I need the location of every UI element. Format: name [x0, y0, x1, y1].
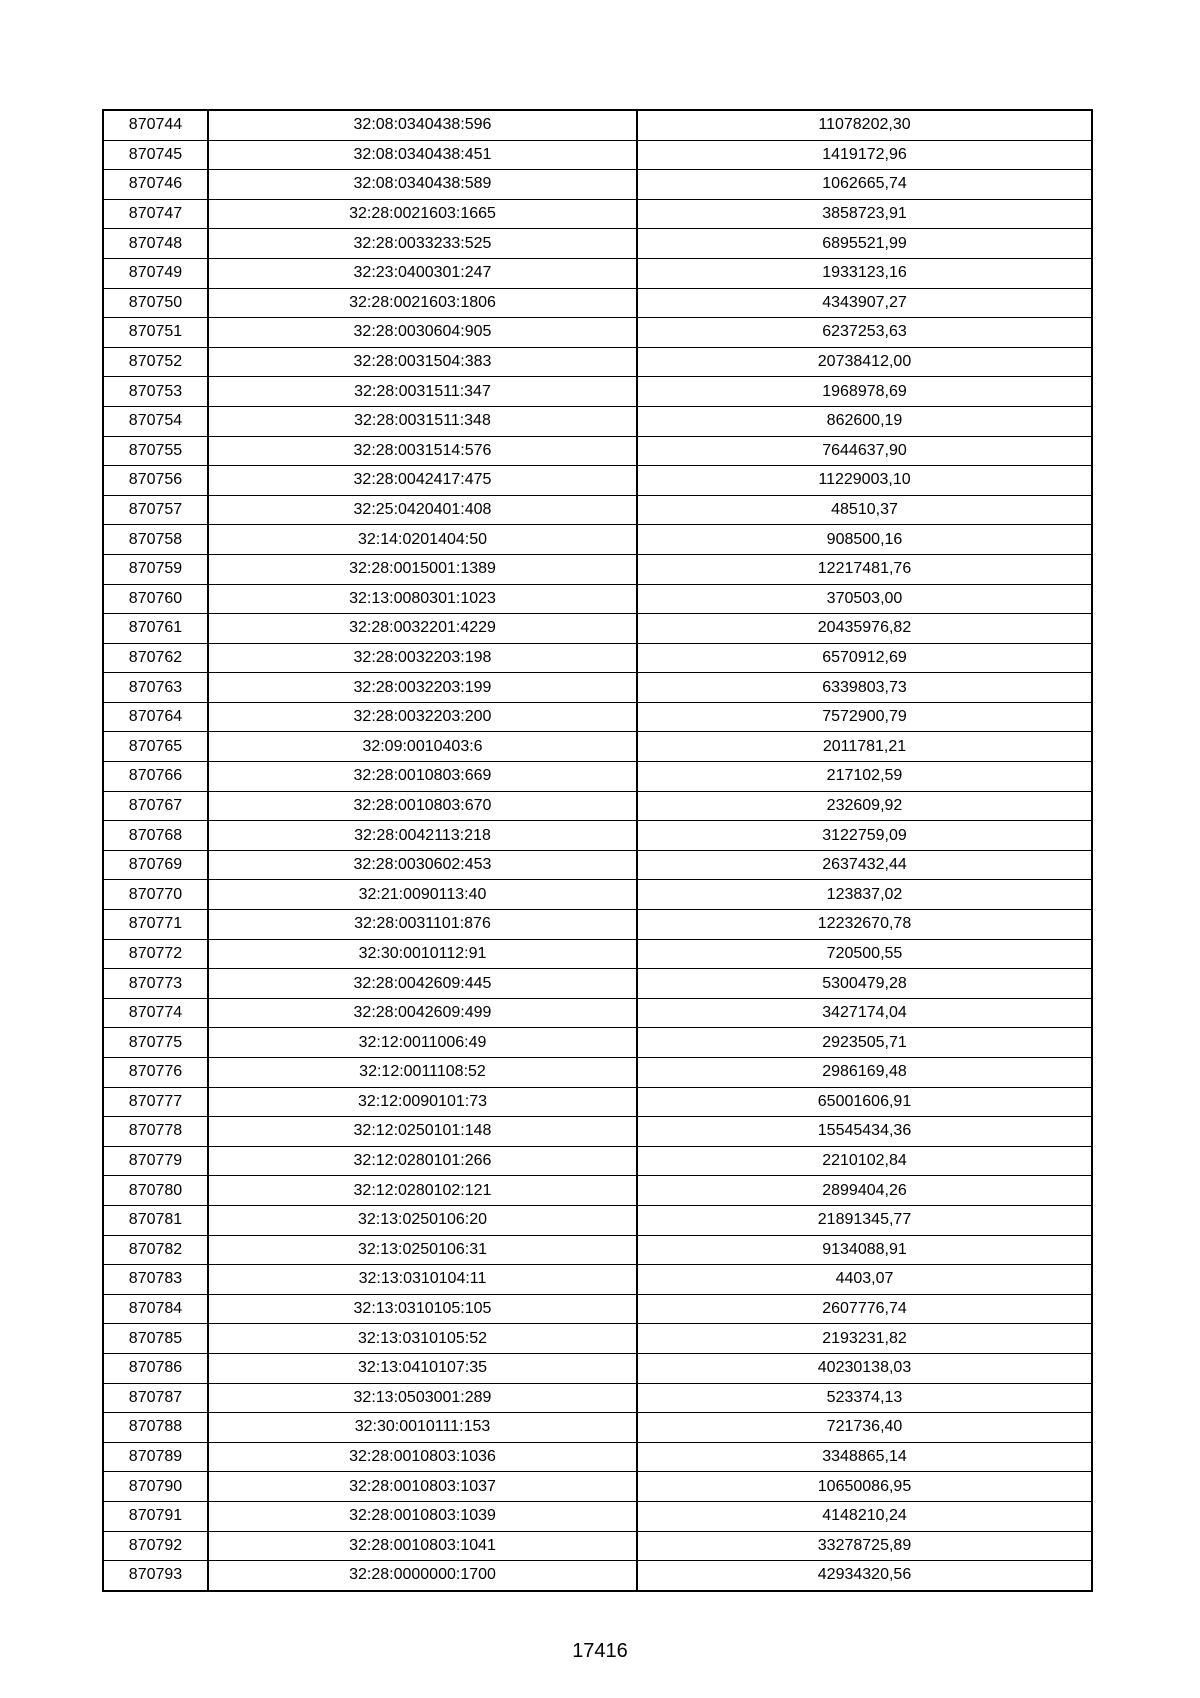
cadastral-number-cell: 32:13:0410107:35 [208, 1353, 637, 1383]
cadastral-number-cell: 32:28:0031511:347 [208, 377, 637, 407]
cadastral-number-cell: 32:28:0010803:1039 [208, 1501, 637, 1531]
value-cell: 862600,19 [637, 406, 1092, 436]
value-cell: 12232670,78 [637, 910, 1092, 940]
value-cell: 20435976,82 [637, 614, 1092, 644]
value-cell: 12217481,76 [637, 554, 1092, 584]
row-id-cell: 870752 [103, 347, 208, 377]
value-cell: 217102,59 [637, 762, 1092, 792]
cadastral-number-cell: 32:28:0042609:445 [208, 969, 637, 999]
value-cell: 6570912,69 [637, 643, 1092, 673]
value-cell: 10650086,95 [637, 1472, 1092, 1502]
table-row [103, 1501, 1092, 1531]
row-id-cell: 870758 [103, 525, 208, 555]
row-id-cell: 870774 [103, 998, 208, 1028]
table-row [103, 495, 1092, 525]
value-cell: 9134088,91 [637, 1235, 1092, 1265]
data-table [102, 109, 1093, 1592]
value-cell: 6339803,73 [637, 673, 1092, 703]
table-row [103, 554, 1092, 584]
row-id-cell: 870751 [103, 318, 208, 348]
value-cell: 4343907,27 [637, 288, 1092, 318]
row-id-cell: 870756 [103, 466, 208, 496]
value-cell: 1062665,74 [637, 170, 1092, 200]
table-row [103, 1294, 1092, 1324]
table-row [103, 1413, 1092, 1443]
row-id-cell: 870748 [103, 229, 208, 259]
value-cell: 2637432,44 [637, 850, 1092, 880]
row-id-cell: 870747 [103, 199, 208, 229]
cadastral-number-cell: 32:28:0042113:218 [208, 821, 637, 851]
table-row [103, 1561, 1092, 1591]
row-id-cell: 870779 [103, 1146, 208, 1176]
table-row [103, 377, 1092, 407]
table-row [103, 466, 1092, 496]
value-cell: 11229003,10 [637, 466, 1092, 496]
cadastral-number-cell: 32:28:0031504:383 [208, 347, 637, 377]
row-id-cell: 870780 [103, 1176, 208, 1206]
table-row [103, 614, 1092, 644]
table-row [103, 584, 1092, 614]
value-cell: 3427174,04 [637, 998, 1092, 1028]
cadastral-number-cell: 32:13:0310105:52 [208, 1324, 637, 1354]
table-row [103, 406, 1092, 436]
row-id-cell: 870778 [103, 1117, 208, 1147]
table-row [103, 140, 1092, 170]
row-id-cell: 870757 [103, 495, 208, 525]
value-cell: 42934320,56 [637, 1561, 1092, 1591]
row-id-cell: 870776 [103, 1058, 208, 1088]
table-row [103, 1087, 1092, 1117]
cadastral-number-cell: 32:12:0280102:121 [208, 1176, 637, 1206]
cadastral-number-cell: 32:28:0042609:499 [208, 998, 637, 1028]
table-row [103, 702, 1092, 732]
value-cell: 40230138,03 [637, 1353, 1092, 1383]
table-row [103, 1383, 1092, 1413]
cadastral-number-cell: 32:30:0010112:91 [208, 939, 637, 969]
value-cell: 721736,40 [637, 1413, 1092, 1443]
cadastral-number-cell: 32:12:0011006:49 [208, 1028, 637, 1058]
table-row [103, 791, 1092, 821]
cadastral-number-cell: 32:28:0033233:525 [208, 229, 637, 259]
table-body [103, 110, 1092, 1591]
table-row [103, 229, 1092, 259]
row-id-cell: 870768 [103, 821, 208, 851]
cadastral-number-cell: 32:28:0031101:876 [208, 910, 637, 940]
row-id-cell: 870749 [103, 258, 208, 288]
table-row [103, 850, 1092, 880]
value-cell: 1968978,69 [637, 377, 1092, 407]
value-cell: 232609,92 [637, 791, 1092, 821]
table-row [103, 880, 1092, 910]
value-cell: 48510,37 [637, 495, 1092, 525]
value-cell: 4403,07 [637, 1265, 1092, 1295]
value-cell: 1933123,16 [637, 258, 1092, 288]
cadastral-number-cell: 32:28:0021603:1665 [208, 199, 637, 229]
cadastral-number-cell: 32:08:0340438:589 [208, 170, 637, 200]
value-cell: 5300479,28 [637, 969, 1092, 999]
value-cell: 21891345,77 [637, 1205, 1092, 1235]
cadastral-number-cell: 32:28:0010803:1036 [208, 1442, 637, 1472]
table-row [103, 347, 1092, 377]
row-id-cell: 870755 [103, 436, 208, 466]
table-row [103, 288, 1092, 318]
cadastral-number-cell: 32:23:0400301:247 [208, 258, 637, 288]
value-cell: 7572900,79 [637, 702, 1092, 732]
table-row [103, 1117, 1092, 1147]
value-cell: 11078202,30 [637, 110, 1092, 140]
value-cell: 908500,16 [637, 525, 1092, 555]
row-id-cell: 870754 [103, 406, 208, 436]
table-row [103, 1472, 1092, 1502]
value-cell: 20738412,00 [637, 347, 1092, 377]
table-row [103, 1442, 1092, 1472]
value-cell: 6237253,63 [637, 318, 1092, 348]
row-id-cell: 870792 [103, 1531, 208, 1561]
cadastral-number-cell: 32:28:0032203:198 [208, 643, 637, 673]
cadastral-number-cell: 32:21:0090113:40 [208, 880, 637, 910]
value-cell: 2193231,82 [637, 1324, 1092, 1354]
table-row [103, 1531, 1092, 1561]
value-cell: 2011781,21 [637, 732, 1092, 762]
table-row [103, 762, 1092, 792]
cadastral-number-cell: 32:28:0015001:1389 [208, 554, 637, 584]
table-row [103, 1028, 1092, 1058]
row-id-cell: 870744 [103, 110, 208, 140]
value-cell: 33278725,89 [637, 1531, 1092, 1561]
value-cell: 370503,00 [637, 584, 1092, 614]
table-row [103, 110, 1092, 140]
row-id-cell: 870761 [103, 614, 208, 644]
row-id-cell: 870769 [103, 850, 208, 880]
cadastral-number-cell: 32:13:0310105:105 [208, 1294, 637, 1324]
row-id-cell: 870767 [103, 791, 208, 821]
row-id-cell: 870785 [103, 1324, 208, 1354]
cadastral-number-cell: 32:28:0010803:1037 [208, 1472, 637, 1502]
table-row [103, 732, 1092, 762]
cadastral-number-cell: 32:12:0090101:73 [208, 1087, 637, 1117]
value-cell: 6895521,99 [637, 229, 1092, 259]
cadastral-number-cell: 32:08:0340438:451 [208, 140, 637, 170]
row-id-cell: 870781 [103, 1205, 208, 1235]
cadastral-number-cell: 32:28:0032203:199 [208, 673, 637, 703]
value-cell: 3348865,14 [637, 1442, 1092, 1472]
row-id-cell: 870784 [103, 1294, 208, 1324]
cadastral-number-cell: 32:09:0010403:6 [208, 732, 637, 762]
table-row [103, 318, 1092, 348]
cadastral-number-cell: 32:28:0010803:669 [208, 762, 637, 792]
table-row [103, 1353, 1092, 1383]
cadastral-number-cell: 32:14:0201404:50 [208, 525, 637, 555]
value-cell: 4148210,24 [637, 1501, 1092, 1531]
row-id-cell: 870753 [103, 377, 208, 407]
value-cell: 2210102,84 [637, 1146, 1092, 1176]
row-id-cell: 870745 [103, 140, 208, 170]
row-id-cell: 870773 [103, 969, 208, 999]
table-row [103, 199, 1092, 229]
value-cell: 65001606,91 [637, 1087, 1092, 1117]
table-row [103, 436, 1092, 466]
value-cell: 3858723,91 [637, 199, 1092, 229]
row-id-cell: 870771 [103, 910, 208, 940]
row-id-cell: 870772 [103, 939, 208, 969]
cadastral-number-cell: 32:28:0031514:576 [208, 436, 637, 466]
cadastral-number-cell: 32:28:0042417:475 [208, 466, 637, 496]
value-cell: 720500,55 [637, 939, 1092, 969]
cadastral-number-cell: 32:30:0010111:153 [208, 1413, 637, 1443]
row-id-cell: 870790 [103, 1472, 208, 1502]
value-cell: 7644637,90 [637, 436, 1092, 466]
table-row [103, 1176, 1092, 1206]
row-id-cell: 870793 [103, 1561, 208, 1591]
row-id-cell: 870746 [103, 170, 208, 200]
table-row [103, 525, 1092, 555]
table-row [103, 643, 1092, 673]
row-id-cell: 870750 [103, 288, 208, 318]
row-id-cell: 870762 [103, 643, 208, 673]
cadastral-number-cell: 32:12:0250101:148 [208, 1117, 637, 1147]
cadastral-number-cell: 32:13:0080301:1023 [208, 584, 637, 614]
table-row [103, 1205, 1092, 1235]
table-row [103, 939, 1092, 969]
value-cell: 123837,02 [637, 880, 1092, 910]
row-id-cell: 870763 [103, 673, 208, 703]
cadastral-number-cell: 32:28:0010803:1041 [208, 1531, 637, 1561]
table-row [103, 258, 1092, 288]
table-row [103, 1146, 1092, 1176]
cadastral-number-cell: 32:28:0030604:905 [208, 318, 637, 348]
table-row [103, 910, 1092, 940]
row-id-cell: 870789 [103, 1442, 208, 1472]
value-cell: 1419172,96 [637, 140, 1092, 170]
value-cell: 15545434,36 [637, 1117, 1092, 1147]
cadastral-number-cell: 32:28:0030602:453 [208, 850, 637, 880]
value-cell: 2607776,74 [637, 1294, 1092, 1324]
value-cell: 2899404,26 [637, 1176, 1092, 1206]
value-cell: 2923505,71 [637, 1028, 1092, 1058]
page-number: 17416 [572, 1640, 628, 1662]
row-id-cell: 870777 [103, 1087, 208, 1117]
table-row [103, 673, 1092, 703]
cadastral-number-cell: 32:08:0340438:596 [208, 110, 637, 140]
row-id-cell: 870782 [103, 1235, 208, 1265]
table-row [103, 1324, 1092, 1354]
cadastral-number-cell: 32:28:0032201:4229 [208, 614, 637, 644]
table-row [103, 170, 1092, 200]
cadastral-number-cell: 32:25:0420401:408 [208, 495, 637, 525]
row-id-cell: 870760 [103, 584, 208, 614]
value-cell: 3122759,09 [637, 821, 1092, 851]
table-row [103, 1235, 1092, 1265]
cadastral-number-cell: 32:13:0250106:31 [208, 1235, 637, 1265]
cadastral-number-cell: 32:12:0011108:52 [208, 1058, 637, 1088]
row-id-cell: 870765 [103, 732, 208, 762]
row-id-cell: 870775 [103, 1028, 208, 1058]
cadastral-number-cell: 32:12:0280101:266 [208, 1146, 637, 1176]
table-row [103, 821, 1092, 851]
cadastral-number-cell: 32:28:0031511:348 [208, 406, 637, 436]
row-id-cell: 870791 [103, 1501, 208, 1531]
cadastral-number-cell: 32:28:0032203:200 [208, 702, 637, 732]
table-row [103, 1265, 1092, 1295]
row-id-cell: 870770 [103, 880, 208, 910]
cadastral-number-cell: 32:28:0000000:1700 [208, 1561, 637, 1591]
table-row [103, 969, 1092, 999]
row-id-cell: 870766 [103, 762, 208, 792]
value-cell: 523374,13 [637, 1383, 1092, 1413]
value-cell: 2986169,48 [637, 1058, 1092, 1088]
cadastral-number-cell: 32:28:0010803:670 [208, 791, 637, 821]
row-id-cell: 870764 [103, 702, 208, 732]
row-id-cell: 870787 [103, 1383, 208, 1413]
cadastral-number-cell: 32:13:0250106:20 [208, 1205, 637, 1235]
row-id-cell: 870783 [103, 1265, 208, 1295]
cadastral-number-cell: 32:13:0310104:11 [208, 1265, 637, 1295]
table-row [103, 998, 1092, 1028]
table-row [103, 1058, 1092, 1088]
row-id-cell: 870788 [103, 1413, 208, 1443]
cadastral-number-cell: 32:13:0503001:289 [208, 1383, 637, 1413]
row-id-cell: 870786 [103, 1353, 208, 1383]
row-id-cell: 870759 [103, 554, 208, 584]
cadastral-number-cell: 32:28:0021603:1806 [208, 288, 637, 318]
